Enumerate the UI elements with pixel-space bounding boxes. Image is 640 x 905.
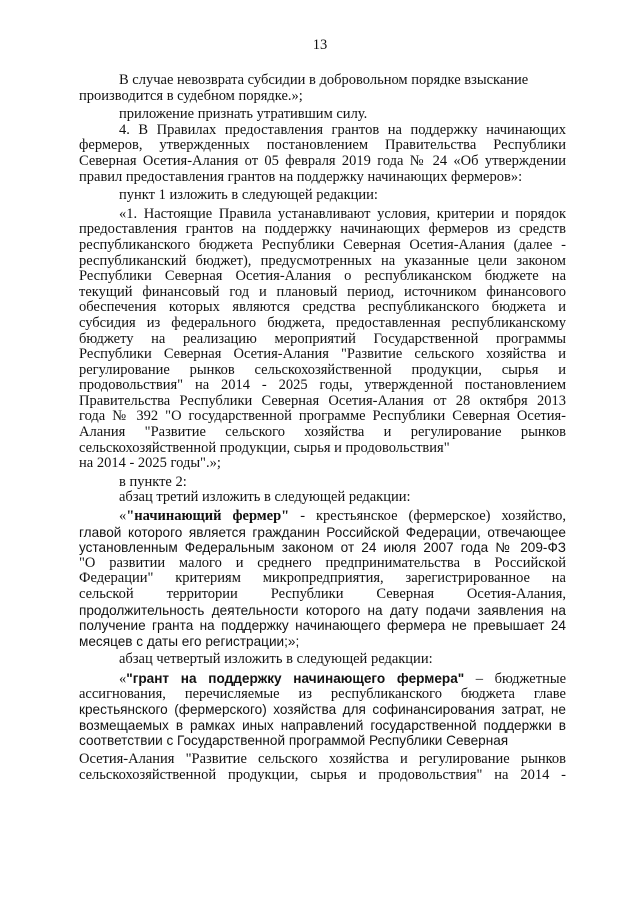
text-line: в пункте 2: xyxy=(119,473,187,490)
text-line: на 2014 - 2025 годы".»; xyxy=(79,455,221,472)
text-line: пункт 1 изложить в следующей редакции: xyxy=(119,187,378,204)
text-line: соответствии с Государственной программой Республики Северная xyxy=(79,733,509,749)
text-line: Правительства Республики Северная Осетия-Алания от 28 октября 2013 xyxy=(79,393,566,409)
text-line: главой которого является гражданин Российской Федерации, отвечающее xyxy=(79,524,566,540)
text-line: абзац третий изложить в следующей редакции: xyxy=(119,489,411,506)
text-line: установленным Федеральным законом от 24 июля 2007 года № 209-ФЗ xyxy=(79,540,566,556)
definition-text: – бюджетные xyxy=(475,670,566,687)
text-line: Осетия-Алания "Развитие сельского хозяйства и регулирование рынков xyxy=(79,751,566,767)
text-line: республиканский бюджет), предусмотренных на указанные цели законом xyxy=(79,253,566,269)
text-line: Алания "Развитие сельского хозяйства и регулирование рынков xyxy=(79,425,566,441)
text-line: продовольствия" на 2014 - 2025 годы, утвержденной постановлением xyxy=(79,378,566,394)
text-line: продолжительность деятельности которого на дату подачи заявления на xyxy=(79,602,566,618)
quote-mark: « xyxy=(119,670,127,687)
text-line: бюджету на реализацию мероприятий Государственной программы xyxy=(79,331,566,347)
text-line: В случае невозврата субсидии в добровольном порядке взыскание xyxy=(119,72,529,88)
text-line: субсидия из федерального бюджета, предоставленная республиканскому xyxy=(79,315,566,331)
text-line: приложение признать утратившим силу. xyxy=(119,106,368,123)
text-line: регулирование рынков сельскохозяйственной продукции, сырья и xyxy=(79,362,566,378)
text-line: производится в судебном порядке.»; xyxy=(79,87,303,104)
defined-term-grant: "грант на поддержку начинающего фермера" xyxy=(126,670,465,686)
text-line: "О развитии малого и среднего предпринимательства в Российской xyxy=(79,555,566,571)
definition-text: - крестьянское (фермерское) хозяйство, xyxy=(300,509,566,525)
text-line: правил предоставления грантов на поддержку начинающих фермеров»: xyxy=(79,168,523,185)
text-line: предоставления грантов на поддержку начинающих фермеров из средств xyxy=(79,222,566,238)
definition-line-grant xyxy=(79,671,566,687)
text-line: республиканского бюджета Республики Северная Осетия-Алания (далее - xyxy=(79,237,566,253)
text-line: года № 392 "О государственной программе Республики Северная Осетия- xyxy=(79,409,566,425)
text-line: Республики Северная Осетия-Алания о республиканском бюджете на xyxy=(79,269,566,285)
text-line: сельскохозяйственной продукции, сырья и продовольствия" на 2014 - xyxy=(79,767,566,783)
text-line: обеспечения которых являются средства республиканского бюджета и xyxy=(79,300,566,316)
text-line: Северная Осетия-Алания от 05 февраля 2019 года № 24 «Об утверждении xyxy=(79,153,566,169)
text-line: 4. В Правилах предоставления грантов на поддержку начинающих xyxy=(119,122,566,138)
text-line: крестьянского (фермерского) хозяйства для софинансирования затрат, не xyxy=(79,702,566,718)
text-line: фермеров, утвержденных постановлением Правительства Республики xyxy=(79,138,566,154)
quote-mark: « xyxy=(119,509,127,525)
page-number: 13 xyxy=(312,37,328,53)
text-line: абзац четвертый изложить в следующей редакции: xyxy=(119,651,433,668)
text-line: получение гранта на поддержку начинающего фермера не превышает 24 xyxy=(79,618,566,634)
text-line: Федерации" критериям микропредприятия, зарегистрированное на xyxy=(79,571,566,587)
text-line: сельской территории Республики Северная Осетия-Алания, xyxy=(79,587,566,602)
text-line: Республики Северная Осетия-Алания "Развитие сельского хозяйства и xyxy=(79,347,566,363)
text-line: ассигнования, перечисляемые из республиканского бюджета главе xyxy=(79,686,566,702)
text-line: «1. Настоящие Правила устанавливают условия, критерии и порядок xyxy=(119,206,566,222)
text-line: сельскохозяйственной продукции, сырья и продовольствия" xyxy=(79,439,450,456)
definition-line-farmer xyxy=(79,509,566,525)
document-body xyxy=(79,73,566,783)
text-line: текущий финансовый год и плановый период, источником финансового xyxy=(79,284,566,300)
text-line: месяцев с даты его регистрации;»; xyxy=(79,633,300,649)
text-line: возмещаемых в рамках иных направлений государственной поддержки в xyxy=(79,717,566,733)
defined-term-farmer: "начинающий фермер" xyxy=(126,509,290,525)
